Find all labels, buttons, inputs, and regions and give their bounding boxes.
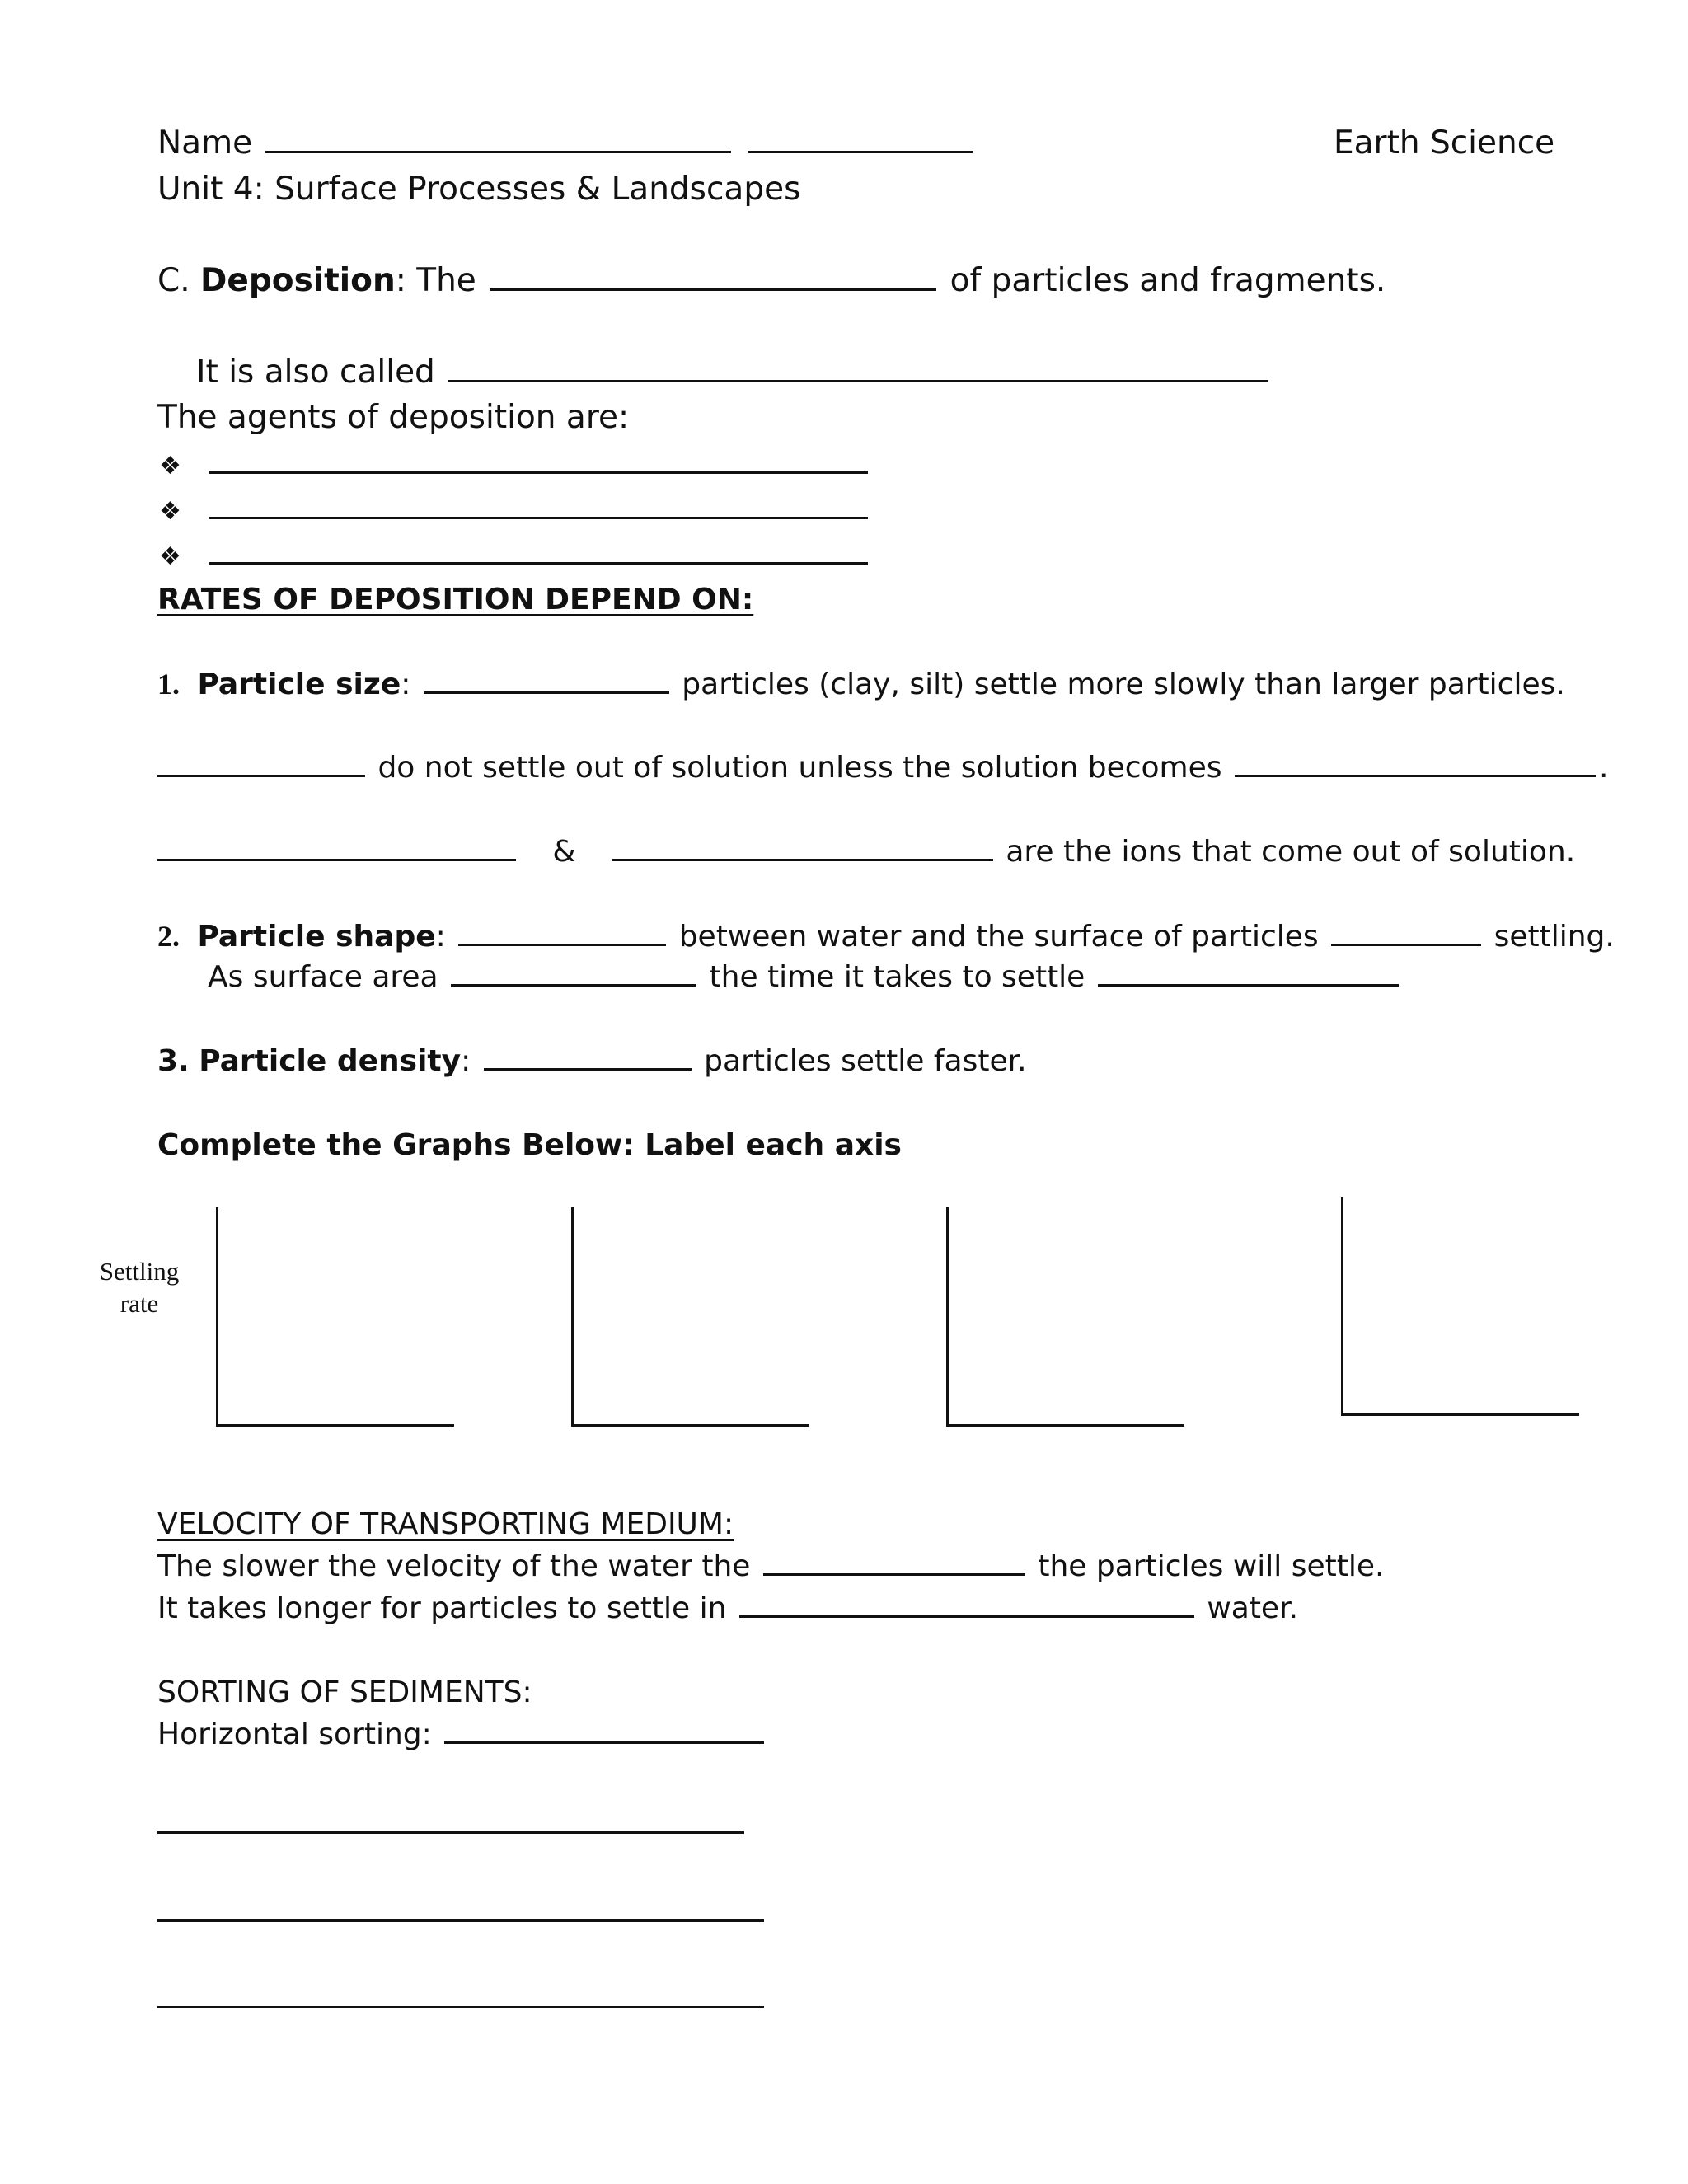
surface-area-label: As surface area [208, 960, 438, 994]
particle-shape-end: settling. [1493, 920, 1615, 954]
agent-blank[interactable] [209, 516, 868, 519]
deposition-colon-the: : The [395, 262, 476, 299]
velocity-line-1-start: The slower the velocity of the water the [157, 1549, 751, 1583]
subject-label: Earth Science [1334, 124, 1555, 162]
particle-shape-mid: between water and the surface of particles [678, 920, 1319, 954]
particle-size-blank[interactable] [424, 691, 669, 694]
velocity-line-2-end: water. [1207, 1591, 1299, 1625]
diamond-bullet-icon: ❖ [159, 497, 181, 526]
deposition-definition-blank[interactable] [490, 288, 936, 291]
velocity-line-1-end: the particles will settle. [1038, 1549, 1385, 1583]
solution-mid: do not settle out of solution unless the solution becomes [377, 751, 1222, 785]
also-called-line [196, 354, 1272, 391]
y-axis-label-line1: Settling [99, 1257, 180, 1286]
y-axis-label-line2: rate [120, 1288, 159, 1318]
agent-item [159, 538, 871, 570]
graphs-instruction: Complete the Graphs Below: Label each axis [157, 1128, 902, 1162]
period-field[interactable] [748, 150, 973, 153]
particle-density-text: particles settle faster. [704, 1044, 1027, 1078]
settle-time-blank[interactable] [1098, 983, 1399, 987]
friction-blank[interactable] [458, 943, 666, 946]
particle-size-label: Particle size [197, 668, 401, 701]
agent-item [159, 493, 871, 525]
dissolved-blank[interactable] [157, 774, 365, 777]
unit-title: Unit 4: Surface Processes & Landscapes [157, 171, 801, 208]
ions-text: are the ions that come out of solution. [1006, 835, 1576, 869]
surface-area-mid: the time it takes to settle [709, 960, 1085, 994]
solution-line [157, 753, 1608, 783]
velocity-line-2 [157, 1591, 1299, 1625]
velocity-line-2-start: It takes longer for particles to settle in [157, 1591, 727, 1625]
sorting-heading: SORTING OF SEDIMENTS: [157, 1675, 532, 1709]
particle-density-line [157, 1044, 1027, 1078]
colon: : [401, 668, 411, 701]
answer-line[interactable] [157, 2006, 764, 2008]
settling-effect-blank[interactable] [1331, 943, 1481, 946]
section-letter: C. [157, 262, 190, 299]
particle-size-line [157, 669, 1565, 700]
colon: : [461, 1044, 471, 1078]
name-line [157, 124, 976, 162]
rates-heading: RATES OF DEPOSITION DEPEND ON: [157, 583, 754, 616]
velocity-line-1 [157, 1549, 1385, 1583]
ions-line [157, 837, 1575, 867]
particle-size-text: particles (clay, silt) settle more slowly than larger particles. [682, 668, 1565, 701]
surface-area-blank[interactable] [451, 983, 696, 987]
deposition-tail: of particles and fragments. [950, 262, 1386, 299]
ampersand: & [552, 835, 576, 869]
velocity-blank-1[interactable] [763, 1572, 1025, 1576]
item-number: 2. [157, 920, 180, 953]
blank-graph-4[interactable] [1341, 1197, 1579, 1416]
answer-line[interactable] [157, 1919, 764, 1922]
also-called-label: It is also called [196, 354, 435, 391]
also-called-blank[interactable] [448, 379, 1268, 382]
particle-density-blank[interactable] [484, 1067, 692, 1071]
agent-blank[interactable] [209, 561, 868, 565]
velocity-heading: VELOCITY OF TRANSPORTING MEDIUM: [157, 1507, 734, 1541]
particle-shape-label: Particle shape [197, 920, 436, 954]
item-number: 1. [157, 668, 180, 701]
y-axis-label [86, 1256, 193, 1320]
name-field[interactable] [265, 150, 731, 153]
diamond-bullet-icon: ❖ [159, 452, 181, 480]
item-number: 3. [157, 1044, 190, 1078]
particle-shape-line [157, 921, 1615, 952]
blank-graph-2[interactable] [571, 1207, 809, 1427]
surface-area-line [208, 960, 1402, 994]
answer-line[interactable] [157, 1831, 744, 1834]
deposition-term: Deposition [200, 262, 396, 299]
solution-period: . [1598, 751, 1609, 785]
deposition-definition [157, 262, 1386, 299]
horizontal-sorting-label: Horizontal sorting: [157, 1718, 432, 1751]
particle-density-label: Particle density [199, 1044, 462, 1078]
agents-label: The agents of deposition are: [157, 399, 630, 436]
agent-blank[interactable] [209, 471, 868, 474]
colon: : [435, 920, 446, 954]
diamond-bullet-icon: ❖ [159, 542, 181, 571]
blank-graph-3[interactable] [946, 1207, 1184, 1427]
ion-blank-2[interactable] [612, 858, 993, 861]
blank-graph-1[interactable] [216, 1207, 454, 1427]
horizontal-sorting-line [157, 1720, 767, 1750]
name-label: Name [157, 124, 253, 162]
velocity-blank-2[interactable] [739, 1615, 1194, 1618]
solution-condition-blank[interactable] [1235, 774, 1596, 777]
horizontal-sorting-blank[interactable] [444, 1741, 764, 1744]
ion-blank-1[interactable] [157, 858, 516, 861]
agent-item [159, 448, 871, 480]
